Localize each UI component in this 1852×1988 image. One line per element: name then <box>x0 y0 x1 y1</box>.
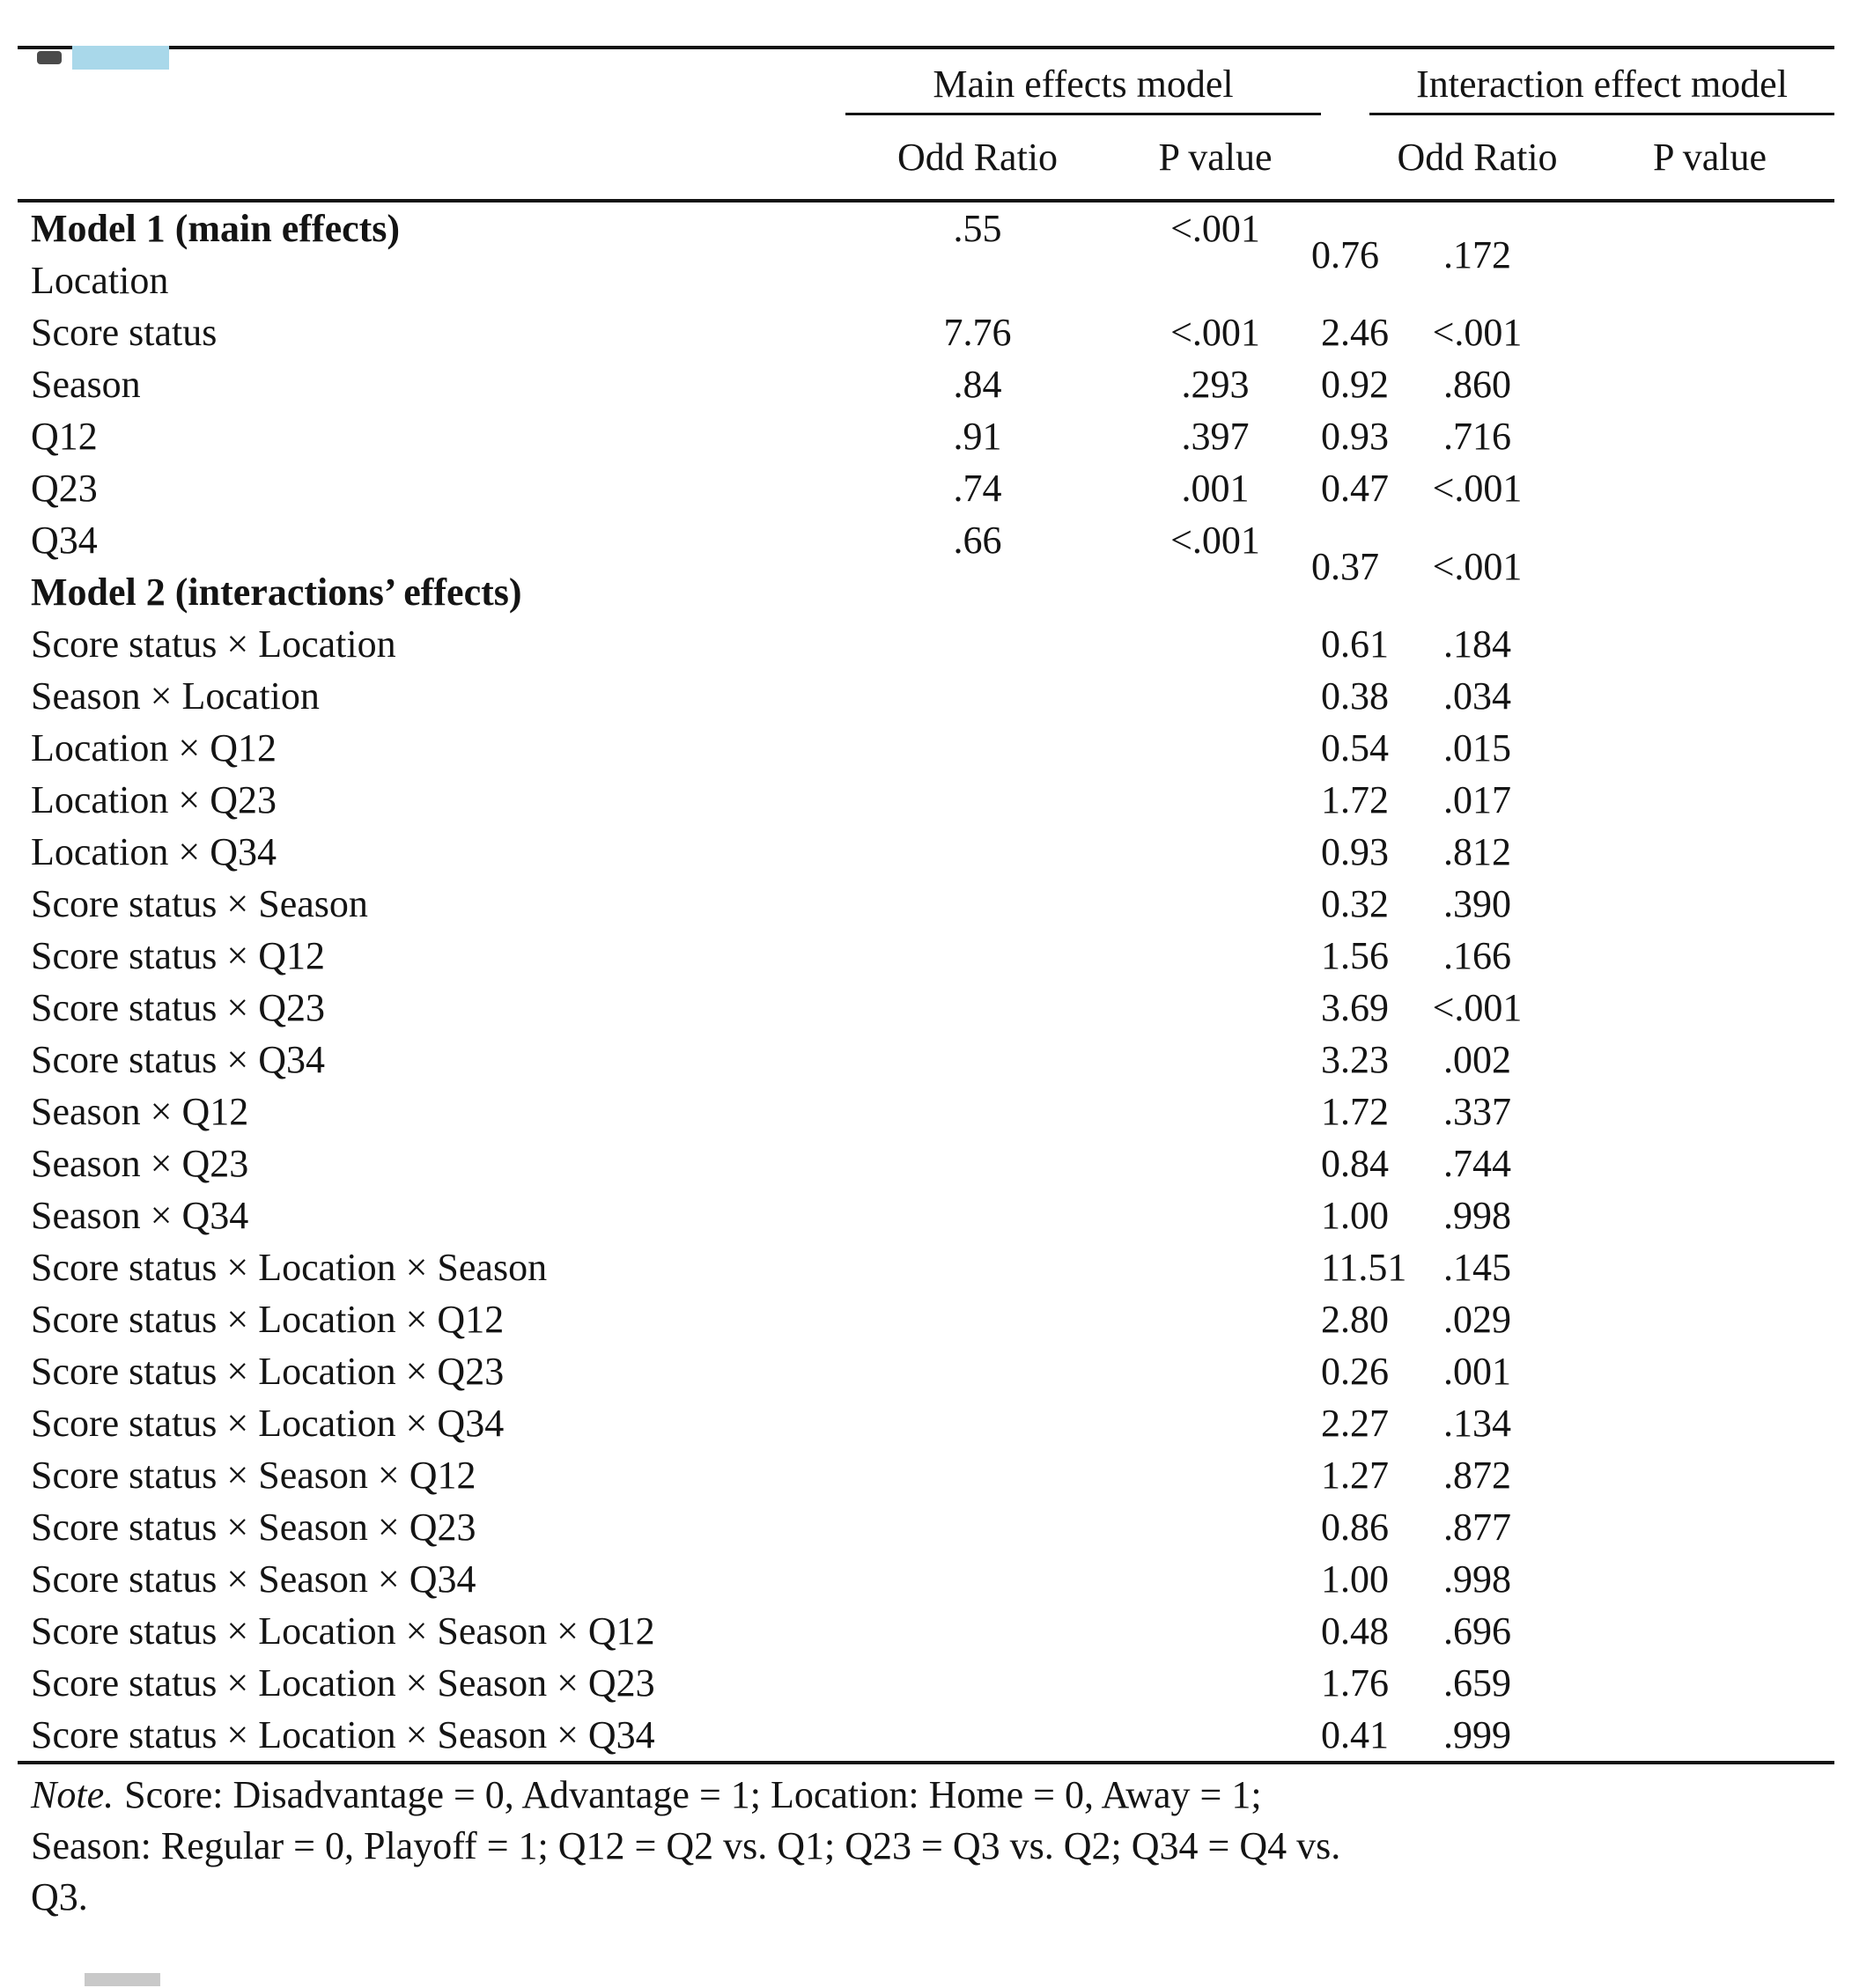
row-label: Q23 <box>31 467 98 510</box>
cell-main-p: .293 <box>1181 363 1250 406</box>
row-label: Q12 <box>31 415 98 458</box>
cell-int-p: .015 <box>1443 726 1511 769</box>
cell-main-or <box>845 930 1110 982</box>
note-label: Note. <box>31 1773 114 1816</box>
table-body <box>18 202 1834 1761</box>
cell-main-p <box>1110 1241 1321 1293</box>
row-label: Score status × Q23 <box>31 986 325 1029</box>
cell-main-or <box>845 1605 1110 1657</box>
results-table <box>18 46 1834 1761</box>
cell-int-p: .172 <box>1443 232 1511 276</box>
cell-int-p: .017 <box>1443 778 1511 821</box>
cell-int-p: .998 <box>1443 1557 1511 1601</box>
cell-main-p: .001 <box>1181 467 1250 510</box>
cell-main-p <box>1110 618 1321 670</box>
cell-int-or: 0.76 <box>1311 232 1379 276</box>
table-row <box>18 774 1834 826</box>
table-row <box>18 930 1834 982</box>
row-label: Score status × Location × Season <box>31 1246 548 1289</box>
cell-int-or: 0.54 <box>1321 726 1389 769</box>
scanned-paper-page <box>0 46 1852 1988</box>
cell-main-or <box>845 1086 1110 1138</box>
table-row <box>18 358 1834 410</box>
cell-main-or <box>845 1241 1110 1293</box>
cell-main-or <box>845 826 1110 878</box>
main-effects-model-header: Main effects model <box>845 56 1321 115</box>
cell-int-or: 0.26 <box>1321 1350 1389 1393</box>
table-subheader-row <box>18 115 1834 202</box>
cell-main-or <box>845 1709 1110 1761</box>
cell-int-or: 0.38 <box>1321 674 1389 718</box>
cell-int-p: <.001 <box>1432 986 1523 1029</box>
row-label-line: Location <box>31 259 169 302</box>
cell-int-or: 3.23 <box>1321 1038 1389 1081</box>
table-row <box>18 1553 1834 1605</box>
note-text: Score: Disadvantage = 0, Advantage = 1; Location: Home = 0, Away = 1; <box>124 1773 1262 1816</box>
note-line-1 <box>31 1770 1821 1821</box>
cell-int-p: .860 <box>1443 363 1511 406</box>
cell-main-p <box>1110 826 1321 878</box>
cell-main-p <box>1110 1449 1321 1501</box>
row-label: Score status × Location × Q23 <box>31 1350 505 1393</box>
cell-int-or: 0.41 <box>1321 1713 1389 1756</box>
cell-int-or: 0.47 <box>1321 467 1389 510</box>
cell-int-or: 1.72 <box>1321 1090 1389 1133</box>
cell-main-p <box>1110 1501 1321 1553</box>
cell-main-p <box>1110 878 1321 930</box>
cell-int-or: 2.80 <box>1321 1298 1389 1341</box>
cell-main-p <box>1110 670 1321 722</box>
row-label-line: Model 1 (main effects) <box>31 207 401 250</box>
row-label: Location × Q34 <box>31 830 277 873</box>
cell-main-or <box>845 722 1110 774</box>
cell-int-p: .716 <box>1443 415 1511 458</box>
cell-int-or: 1.76 <box>1321 1661 1389 1705</box>
row-label: Score status × Season × Q34 <box>31 1557 476 1601</box>
cell-int-p: .390 <box>1443 882 1511 925</box>
table-row <box>18 1293 1834 1345</box>
table-row <box>18 514 1834 618</box>
cell-main-or <box>845 1345 1110 1397</box>
cell-int-p: .002 <box>1443 1038 1511 1081</box>
table-row <box>18 826 1834 878</box>
cell-int-p: .145 <box>1443 1246 1511 1289</box>
cell-int-or: 0.86 <box>1321 1506 1389 1549</box>
cell-int-or: 0.93 <box>1321 830 1389 873</box>
cell-int-p: <.001 <box>1432 467 1523 510</box>
scan-artifact-mark <box>37 51 62 64</box>
cell-int-p: .877 <box>1443 1506 1511 1549</box>
cell-main-or <box>845 1449 1110 1501</box>
table-row <box>18 1501 1834 1553</box>
table-row <box>18 306 1834 358</box>
cell-int-or: 1.00 <box>1321 1557 1389 1601</box>
table-row <box>18 410 1834 462</box>
cell-int-p: .001 <box>1443 1350 1511 1393</box>
cell-int-p: .999 <box>1443 1713 1511 1756</box>
cell-main-p <box>1110 1086 1321 1138</box>
cell-main-p <box>1110 722 1321 774</box>
row-label: Score status × Season <box>31 882 368 925</box>
table-row <box>18 1397 1834 1449</box>
cell-int-p: .998 <box>1443 1194 1511 1237</box>
row-label: Score status × Q12 <box>31 934 325 977</box>
cell-main-p <box>1110 774 1321 826</box>
cell-int-p: .696 <box>1443 1609 1511 1653</box>
row-label: Score status × Location × Q34 <box>31 1402 505 1445</box>
interaction-odd-ratio-header: Odd Ratio <box>1397 136 1558 179</box>
cell-main-or <box>845 1138 1110 1189</box>
cell-main-p <box>1110 1657 1321 1709</box>
table-row <box>18 982 1834 1034</box>
cell-int-or: 0.93 <box>1321 415 1389 458</box>
row-label: Score status × Location × Season × Q34 <box>31 1713 655 1756</box>
cell-int-or: 0.84 <box>1321 1142 1389 1185</box>
note-line-2: Season: Regular = 0, Playoff = 1; Q12 = Q2 vs. Q1; Q23 = Q3 vs. Q2; Q34 = Q4 vs. <box>31 1824 1341 1867</box>
cell-main-or <box>845 982 1110 1034</box>
cell-main-p: .397 <box>1181 415 1250 458</box>
scan-highlight-artifact <box>72 46 169 70</box>
table-row <box>18 1709 1834 1761</box>
row-label: Score status × Q34 <box>31 1038 325 1081</box>
table-row <box>18 1034 1834 1086</box>
cell-main-or <box>845 774 1110 826</box>
cell-main-p <box>1110 1034 1321 1086</box>
table-row <box>18 670 1834 722</box>
main-p-value-header: P value <box>1158 136 1273 179</box>
cell-int-p: <.001 <box>1432 311 1523 354</box>
note-line-3: Q3. <box>31 1875 88 1918</box>
cell-main-or <box>845 878 1110 930</box>
row-label: Score status × Location × Q12 <box>31 1298 505 1341</box>
row-label: Location × Q23 <box>31 778 277 821</box>
cell-int-p: .166 <box>1443 934 1511 977</box>
cell-main-p <box>1110 1293 1321 1345</box>
cell-main-or: .66 <box>953 519 1002 562</box>
cell-int-or: 1.72 <box>1321 778 1389 821</box>
table-row <box>18 878 1834 930</box>
table-row <box>18 1189 1834 1241</box>
cell-main-p <box>1110 1553 1321 1605</box>
cell-int-or: 0.48 <box>1321 1609 1389 1653</box>
row-label <box>18 514 845 618</box>
row-label: Score status × Location × Season × Q12 <box>31 1609 655 1653</box>
row-label: Score status × Location <box>31 622 396 666</box>
cell-main-or <box>845 1189 1110 1241</box>
row-label: Location × Q12 <box>31 726 277 769</box>
cell-int-or: 1.56 <box>1321 934 1389 977</box>
cell-main-p <box>1110 1345 1321 1397</box>
table-row <box>18 462 1834 514</box>
cell-main-or: 7.76 <box>943 311 1012 354</box>
row-label: Season × Q23 <box>31 1142 249 1185</box>
cell-main-p <box>1110 982 1321 1034</box>
cell-int-or: 2.27 <box>1321 1402 1389 1445</box>
row-label: Season <box>31 363 141 406</box>
row-label: Score status × Location × Season × Q23 <box>31 1661 655 1705</box>
cell-main-or: .74 <box>953 467 1002 510</box>
cell-main-p: <.001 <box>1170 519 1260 562</box>
cell-main-p <box>1110 930 1321 982</box>
cell-main-or <box>845 670 1110 722</box>
row-label: Score status × Season × Q12 <box>31 1454 476 1497</box>
cell-int-p: .029 <box>1443 1298 1511 1341</box>
cell-main-or <box>845 1397 1110 1449</box>
table-row <box>18 1605 1834 1657</box>
cell-main-or <box>845 618 1110 670</box>
row-label: Score status <box>31 311 218 354</box>
interaction-p-value-header: P value <box>1652 136 1767 179</box>
scan-bottom-strip-artifact <box>85 1973 160 1986</box>
table-row <box>18 202 1834 306</box>
cell-main-or <box>845 1501 1110 1553</box>
cell-int-p: .659 <box>1443 1661 1511 1705</box>
cell-main-or <box>845 1657 1110 1709</box>
cell-int-or: 2.46 <box>1321 311 1389 354</box>
cell-main-p <box>1110 1189 1321 1241</box>
row-label-line: Q34 <box>31 519 98 562</box>
table-row <box>18 1449 1834 1501</box>
cell-main-p <box>1110 1397 1321 1449</box>
row-label: Season × Q34 <box>31 1194 249 1237</box>
cell-int-or: 1.00 <box>1321 1194 1389 1237</box>
cell-main-p: <.001 <box>1170 311 1260 354</box>
table-row <box>18 1086 1834 1138</box>
cell-main-or: .84 <box>953 363 1002 406</box>
row-label: Score status × Season × Q23 <box>31 1506 476 1549</box>
table-row <box>18 1138 1834 1189</box>
cell-int-p: .337 <box>1443 1090 1511 1133</box>
main-odd-ratio-header: Odd Ratio <box>896 136 1059 179</box>
cell-main-or <box>845 1553 1110 1605</box>
cell-main-or: .91 <box>953 415 1002 458</box>
interaction-effect-model-header: Interaction effect model <box>1369 56 1834 115</box>
cell-int-or: 0.61 <box>1321 622 1389 666</box>
cell-main-or: .55 <box>953 207 1002 250</box>
cell-main-p <box>1110 1605 1321 1657</box>
cell-int-or: 0.32 <box>1321 882 1389 925</box>
cell-main-or <box>845 1034 1110 1086</box>
cell-int-or: 0.37 <box>1311 544 1379 588</box>
cell-int-p: .134 <box>1443 1402 1511 1445</box>
cell-int-p: .812 <box>1443 830 1511 873</box>
cell-main-p: <.001 <box>1170 207 1260 250</box>
cell-int-p: .034 <box>1443 674 1511 718</box>
cell-int-p: <.001 <box>1432 544 1523 588</box>
cell-int-p: .184 <box>1443 622 1511 666</box>
table-row <box>18 1345 1834 1397</box>
row-label <box>18 202 845 306</box>
cell-int-or: 3.69 <box>1321 986 1389 1029</box>
row-label-line: Model 2 (interactions’ effects) <box>31 571 522 614</box>
cell-int-or: 11.51 <box>1321 1246 1407 1289</box>
table-row <box>18 722 1834 774</box>
cell-int-p: .744 <box>1443 1142 1511 1185</box>
table-row <box>18 1241 1834 1293</box>
row-label: Season × Location <box>31 674 320 718</box>
cell-int-or: 1.27 <box>1321 1454 1389 1497</box>
table-row <box>18 618 1834 670</box>
cell-int-or: 0.92 <box>1321 363 1389 406</box>
cell-main-or <box>845 1293 1110 1345</box>
table-row <box>18 1657 1834 1709</box>
row-label: Season × Q12 <box>31 1090 249 1133</box>
cell-main-p <box>1110 1709 1321 1761</box>
table-group-header-row <box>18 49 1834 115</box>
cell-int-p: .872 <box>1443 1454 1511 1497</box>
table-note <box>18 1761 1834 1923</box>
cell-main-p <box>1110 1138 1321 1189</box>
